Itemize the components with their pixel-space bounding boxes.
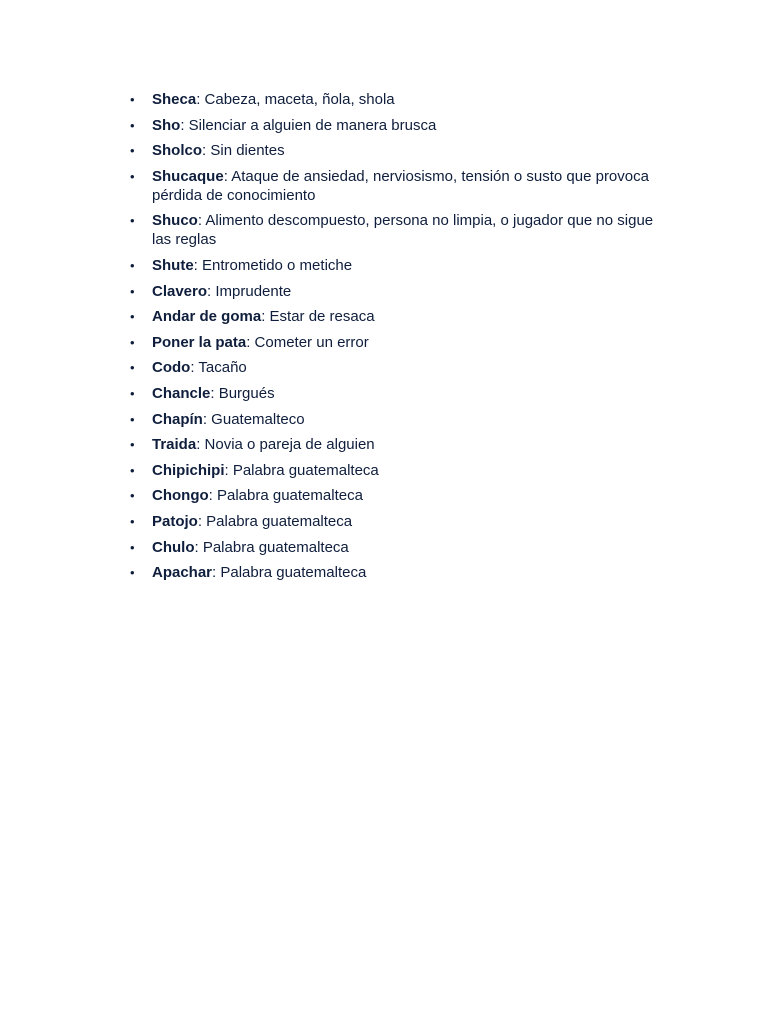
list-item [130,167,670,205]
term: Apachar [152,564,213,582]
definition: : Imprudente [207,282,292,300]
term: Chulo [152,538,195,556]
list-item [130,512,670,531]
definition: : Entrometido o metiche [193,256,353,274]
definition: : Burgués [210,384,275,402]
term: Chongo [152,487,209,505]
definition: : Palabra guatemalteca [208,487,363,505]
term: Traida [152,436,197,454]
term: Sholco [152,142,203,160]
bullet-icon: • [130,513,135,529]
bullet-icon: • [130,143,135,159]
definition: : Palabra guatemalteca [212,564,367,582]
slang-term-list [130,90,670,589]
definition: : Palabra guatemalteca [194,538,349,556]
bullet-icon: • [130,565,135,581]
term: Codo [152,359,191,377]
term: Shute [152,256,194,274]
term: Chipichipi [152,461,225,479]
definition: : Alimento descompuesto, persona no limpia, o jugador que no sigue las reglas [152,212,654,249]
list-item [130,90,670,109]
list-item [130,211,670,249]
bullet-icon: • [130,92,135,107]
list-item [130,486,670,505]
bullet-icon: • [130,257,135,273]
list-item [130,435,670,454]
bullet-icon: • [130,334,135,350]
list-item [130,307,670,326]
bullet-icon: • [130,117,135,133]
definition: : Palabra guatemalteca [224,461,379,479]
definition: : Estar de resaca [261,308,375,326]
definition: : Guatemalteco [202,410,305,428]
list-item [130,282,670,301]
bullet-icon: • [130,385,135,401]
list-item [130,563,670,582]
list-item [130,538,670,557]
list-item [130,256,670,275]
term: Patojo [152,512,198,530]
bullet-icon: • [130,437,135,453]
definition: : Novia o pareja de alguien [196,436,375,454]
definition: : Palabra guatemalteca [197,512,353,530]
term: Chancle [152,384,211,402]
list-item [130,410,670,429]
definition: : Sin dientes [202,142,285,160]
term: Sho [152,116,181,134]
list-item [130,461,670,480]
bullet-icon: • [130,539,135,555]
bullet-icon: • [130,309,135,325]
bullet-icon: • [130,213,135,229]
term: Shucaque [152,167,224,185]
term: Chapín [152,410,203,428]
bullet-icon: • [130,283,135,299]
bullet-icon: • [130,168,135,184]
term: Clavero [152,282,208,300]
list-item [130,384,670,403]
term: Shuco [152,212,198,230]
list-item [130,141,670,160]
term: Andar de goma [152,308,262,326]
bullet-icon: • [130,462,135,478]
term: Poner la pata [152,333,247,351]
definition: : Silenciar a alguien de manera brusca [180,116,437,134]
definition: : Cabeza, maceta, ñola, shola [196,91,395,108]
definition: : Tacaño [190,359,247,377]
list-item [130,333,670,352]
term: Sheca [152,91,197,108]
definition: : Ataque de ansiedad, nerviosismo, tensión o susto que provoca pérdida de conocimiento [152,167,649,204]
bullet-icon: • [130,488,135,504]
definition: : Cometer un error [246,333,369,351]
bullet-icon: • [130,411,135,427]
list-item [130,358,670,377]
bullet-icon: • [130,360,135,376]
list-item [130,116,670,135]
